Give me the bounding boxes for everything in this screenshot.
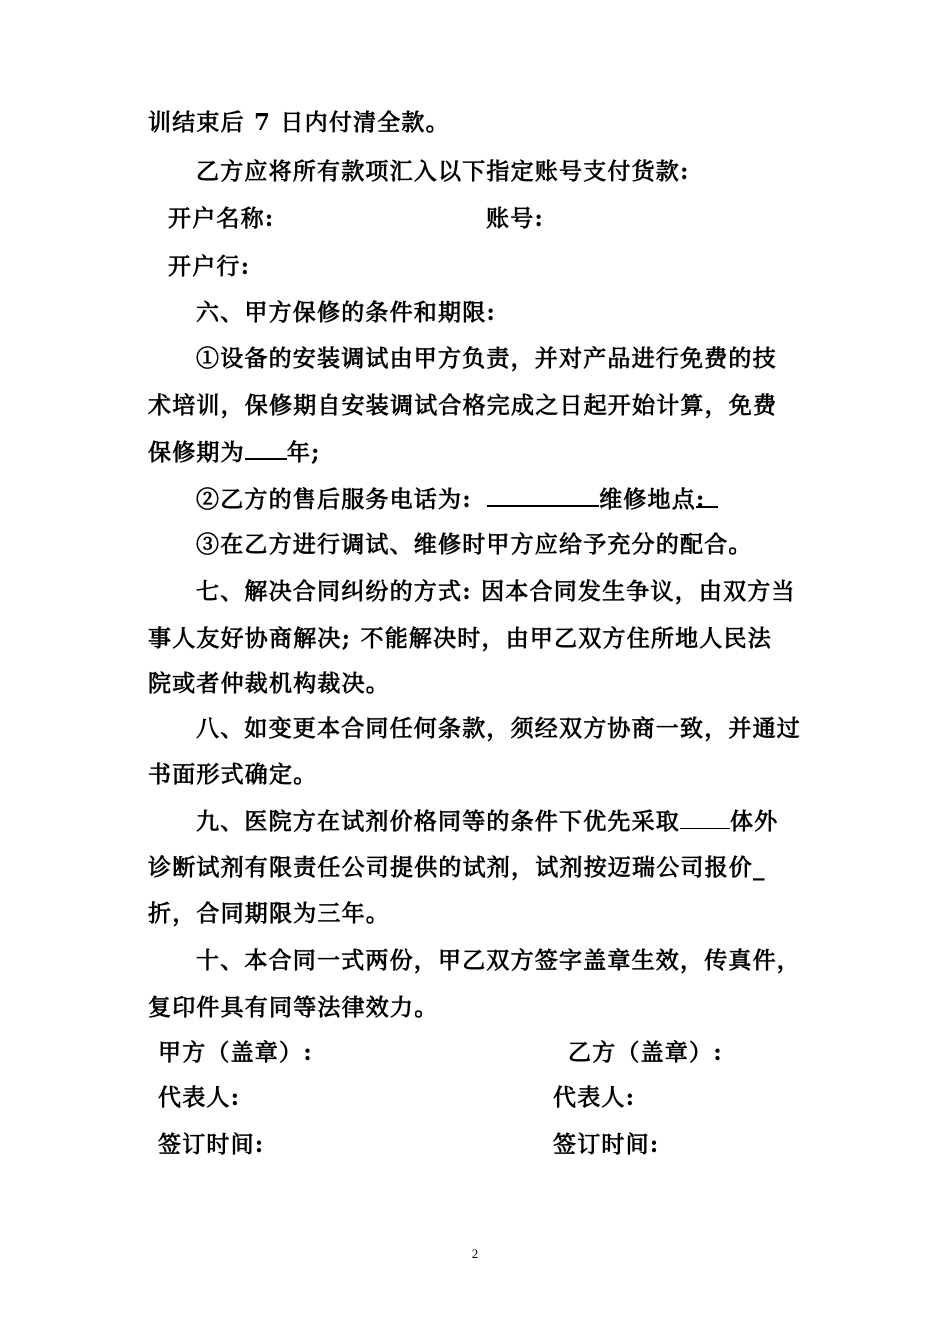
section-6-title: 六、甲方保修的条件和期限: <box>196 299 497 326</box>
section-8-line-2: 书面形式确定。 <box>148 761 318 788</box>
payment-account-instruction: 乙方应将所有款项汇入以下指定账号支付货款: <box>196 158 690 185</box>
section-8-line-1: 八、如变更本合同任何条款，须经双方协商一致，并通过 <box>196 715 801 742</box>
warranty-period-suffix: 年; <box>286 439 321 466</box>
section-6-item-3: ③在乙方进行调试、维修时甲方应给予充分的配合。 <box>196 531 753 558</box>
section-6-item-2 <box>196 483 718 515</box>
section-9-suffix: 体外 <box>730 808 779 835</box>
account-number-label: 账号: <box>486 205 545 232</box>
service-phone-blank <box>487 483 599 507</box>
section-6-item-1-line-1: ①设备的安装调试由甲方负责，并对产品进行免费的技 <box>196 345 777 372</box>
party-b-representative-label: 代表人: <box>553 1084 636 1111</box>
section-9-prefix: 九、医院方在试剂价格同等的条件下优先采取 <box>196 808 680 835</box>
section-7-line-3: 院或者仲裁机构裁决。 <box>148 670 390 697</box>
section-7-line-1: 七、解决合同纠纷的方式: 因本合同发生争议，由双方当 <box>196 578 796 605</box>
section-10-line-2: 复印件具有同等法律效力。 <box>148 994 439 1021</box>
party-a-seal-label: 甲方（盖章）: <box>158 1039 313 1066</box>
section-6-item-1-line-2: 术培训，保修期自安装调试合格完成之日起开始计算，免费 <box>148 392 778 419</box>
party-b-sign-date-label: 签订时间: <box>553 1131 660 1158</box>
service-phone-label: ②乙方的售后服务电话为: <box>196 486 472 513</box>
company-name-blank <box>680 806 730 829</box>
section-7-line-2: 事人友好协商解决; 不能解决时，由甲乙双方住所地人民法 <box>148 625 772 652</box>
section-9-line-3: 折，合同期限为三年。 <box>148 900 390 927</box>
account-name-label: 开户名称: <box>168 205 275 232</box>
party-b-seal-label: 乙方（盖章）: <box>568 1039 723 1066</box>
repair-location-blank: : <box>696 484 718 508</box>
warranty-years-blank <box>245 436 287 460</box>
warranty-period-prefix: 保修期为 <box>148 439 245 466</box>
bank-label: 开户行: <box>168 253 251 280</box>
party-a-sign-date-label: 签订时间: <box>158 1131 265 1158</box>
section-9-line-2: 诊断试剂有限责任公司提供的试剂，试剂按迈瑞公司报价_ <box>148 854 766 881</box>
repair-location-label: 维修地点 <box>599 486 696 513</box>
party-a-representative-label: 代表人: <box>158 1084 241 1111</box>
section-9-line-1 <box>196 806 778 838</box>
section-10-line-1: 十、本合同一式两份，甲乙双方签字盖章生效，传真件， <box>196 947 801 974</box>
payment-clause-end: 训结束后 7 日内付清全款。 <box>148 109 450 136</box>
section-6-item-1-line-3 <box>148 436 321 468</box>
page-number: 2 <box>471 1246 479 1261</box>
